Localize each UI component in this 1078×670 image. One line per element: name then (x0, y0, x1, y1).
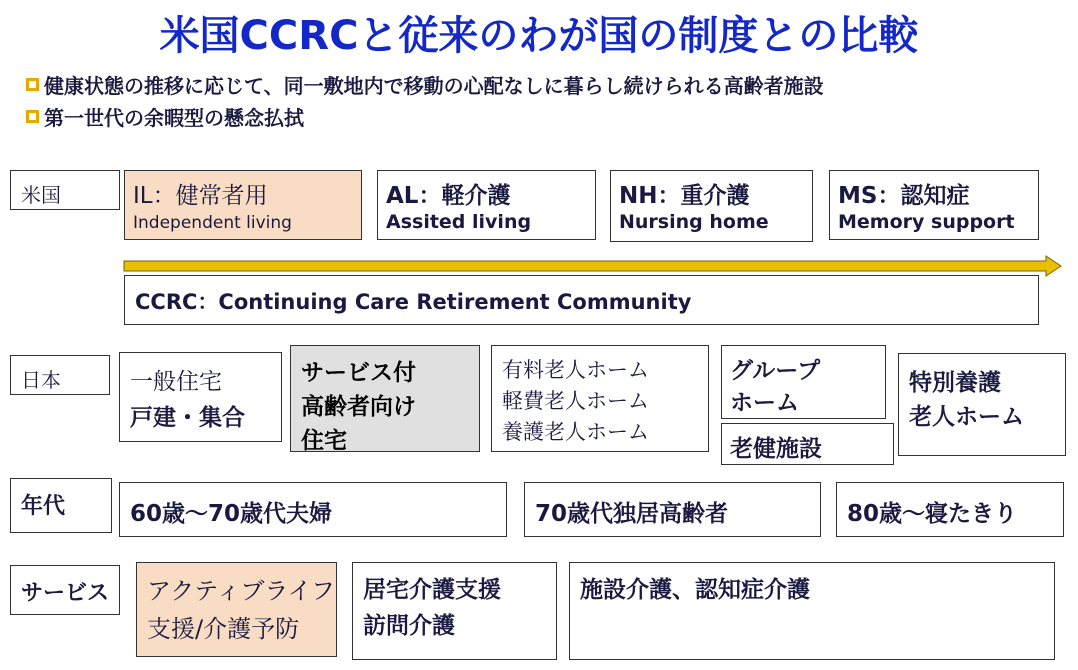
ccrc-text: CCRC：Continuing Care Retirement Community (135, 290, 692, 314)
japan-general-housing-box (119, 352, 282, 442)
usa-il-sub: Independent living (133, 213, 292, 233)
bullet-text: 第一世代の余暇型の懸念払拭 (44, 106, 304, 130)
age-box-1 (119, 482, 507, 537)
row-label-usa (10, 170, 120, 210)
row-label-text: 米国 (21, 183, 61, 207)
bullet-item (26, 70, 824, 99)
japan-service-line1: サービス付 (301, 360, 416, 386)
japan-tokuyo-box (898, 353, 1066, 456)
service-facility-text: 施設介護、認知症介護 (580, 577, 810, 603)
service-home-care-box (352, 562, 557, 660)
japan-roken-text: 老健施設 (730, 436, 822, 462)
usa-nh-box (610, 170, 813, 242)
usa-ms-sub: Memory support (838, 211, 1015, 233)
bullet-square-icon (26, 110, 39, 123)
ccrc-box (124, 275, 1039, 325)
japan-group-line1: グループ (730, 358, 821, 384)
japan-homes-line3: 養護老人ホーム (502, 420, 649, 444)
row-label-age (10, 478, 112, 533)
service-active-line2: 支援/介護予防 (147, 615, 300, 643)
bullet-text: 健康状態の推移に応じて、同一敷地内で移動の心配なしに暮らし続けられる高齢者施設 (44, 74, 824, 98)
japan-homes-line1: 有料老人ホーム (502, 358, 649, 382)
page-title: 米国CCRCと従来のわが国の制度との比較 (159, 13, 919, 59)
japan-tokuyo-line2: 老人ホーム (909, 404, 1024, 430)
progression-arrow-icon (120, 255, 1065, 277)
usa-ms-title: MS：認知症 (838, 183, 970, 209)
japan-general-line2: 戸建・集合 (130, 405, 245, 431)
service-active-box (136, 562, 337, 657)
age-text-2: 70歳代独居高齢者 (535, 501, 729, 527)
service-active-line1: アクティブライフ (147, 577, 335, 605)
japan-roken-box (721, 423, 894, 465)
usa-al-title: AL：軽介護 (386, 183, 511, 209)
japan-service-line3: 住宅 (301, 428, 347, 454)
usa-ms-box (829, 170, 1039, 240)
row-label-text: サービス (21, 581, 110, 606)
japan-service-housing-box (290, 345, 480, 452)
usa-al-sub: Assited living (386, 211, 532, 233)
row-label-service (10, 565, 120, 615)
row-label-japan (10, 355, 110, 395)
usa-nh-title: NH：重介護 (619, 183, 750, 209)
japan-group-home-box (721, 345, 886, 419)
japan-homes-line2: 軽費老人ホーム (502, 389, 649, 413)
service-home-line2: 訪問介護 (363, 613, 455, 639)
bullet-square-icon (26, 78, 39, 91)
bullet-item (26, 102, 304, 131)
japan-tokuyo-line1: 特別養護 (909, 370, 1001, 396)
age-text-1: 60歳～70歳代夫婦 (130, 501, 333, 527)
japan-homes-box (491, 345, 709, 452)
row-label-text: 年代 (21, 494, 66, 519)
usa-al-box (377, 170, 596, 240)
age-box-3 (836, 482, 1064, 537)
japan-general-line1: 一般住宅 (130, 369, 222, 395)
japan-group-line2: ホーム (730, 390, 799, 416)
service-facility-box (569, 562, 1055, 660)
age-box-2 (524, 482, 821, 537)
usa-il-box (124, 170, 362, 240)
usa-nh-sub: Nursing home (619, 211, 769, 233)
row-label-text: 日本 (21, 368, 61, 392)
age-text-3: 80歳～寝たきり (847, 501, 1018, 527)
service-home-line1: 居宅介護支援 (363, 577, 501, 603)
japan-service-line2: 高齢者向け (301, 394, 416, 420)
usa-il-title: IL：健常者用 (133, 183, 268, 209)
